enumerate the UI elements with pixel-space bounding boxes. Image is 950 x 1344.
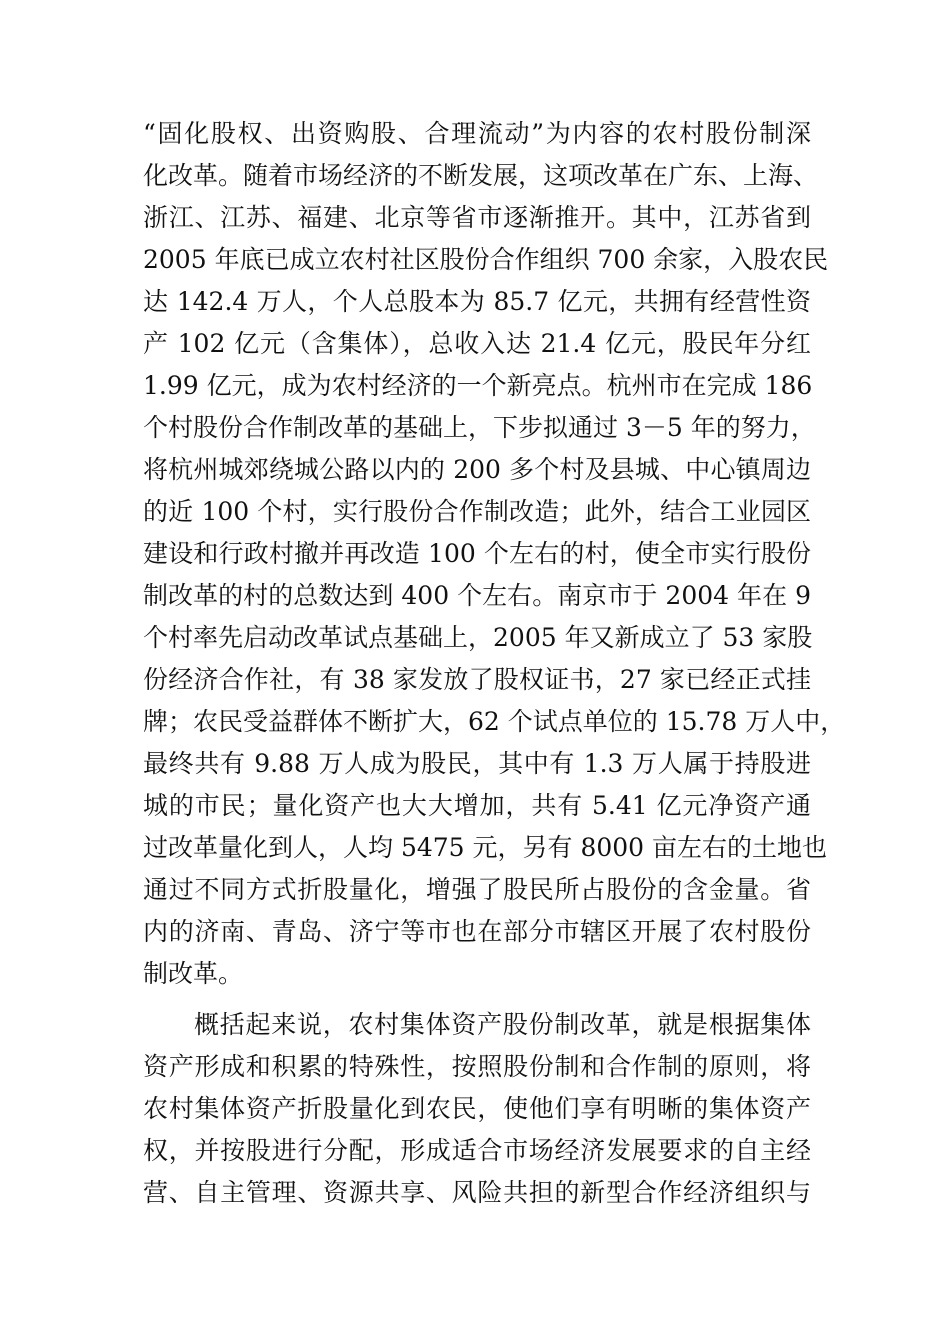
text-line: 资产形成和积累的特殊性，按照股份制和合作制的原则，将 (143, 1052, 811, 1081)
text-line: 通过不同方式折股量化，增强了股民所占股份的含金量。省 (143, 875, 811, 904)
text-line: 1.99 亿元，成为农村经济的一个新亮点。杭州市在完成 186 (143, 371, 813, 400)
text-line: 最终共有 9.88 万人成为股民，其中有 1.3 万人属于持股进 (143, 749, 811, 778)
text-line: 概括起来说，农村集体资产股份制改革，就是根据集体 (194, 1010, 811, 1039)
text-line: 的近 100 个村，实行股份合作制改造；此外，结合工业园区 (143, 497, 811, 526)
text-line: 牌；农民受益群体不断扩大，62 个试点单位的 15.78 万人中， (143, 707, 846, 736)
text-line: 内的济南、青岛、济宁等市也在部分市辖区开展了农村股份 (143, 917, 811, 946)
text-line: 份经济合作社，有 38 家发放了股权证书，27 家已经正式挂 (143, 665, 811, 694)
text-line: “固化股权、出资购股、合理流动”为内容的农村股份制深 (143, 119, 811, 148)
text-line: 将杭州城郊绕城公路以内的 200 多个村及县城、中心镇周边 (143, 455, 811, 484)
text-line: 化改革。随着市场经济的不断发展，这项改革在广东、上海、 (143, 161, 819, 190)
text-line: 2005 年底已成立农村社区股份合作组织 700 余家，入股农民 (143, 245, 829, 274)
text-line: 个村股份合作制改革的基础上，下步拟通过 3－5 年的努力， (143, 413, 816, 442)
text-line: 产 102 亿元（含集体），总收入达 21.4 亿元，股民年分红 (143, 329, 811, 358)
text-line: 营、自主管理、资源共享、风险共担的新型合作经济组织与 (143, 1178, 811, 1207)
text-line: 制改革的村的总数达到 400 个左右。南京市于 2004 年在 9 (143, 581, 811, 610)
text-line: 建设和行政村撤并再改造 100 个左右的村，使全市实行股份 (143, 539, 811, 568)
text-line: 浙江、江苏、福建、北京等省市逐渐推开。其中，江苏省到 (143, 203, 811, 232)
text-line: 过改革量化到人，人均 5475 元，另有 8000 亩左右的土地也 (143, 833, 828, 862)
text-line: 达 142.4 万人，个人总股本为 85.7 亿元，共拥有经营性资 (143, 287, 811, 316)
text-line: 城的市民；量化资产也大大增加，共有 5.41 亿元净资产通 (143, 791, 811, 820)
text-line: 个村率先启动改革试点基础上，2005 年又新成立了 53 家股 (143, 623, 813, 652)
text-line: 制改革。 (143, 959, 244, 988)
text-line: 农村集体资产折股量化到农民，使他们享有明晰的集体资产 (143, 1094, 811, 1123)
text-line: 权，并按股进行分配，形成适合市场经济发展要求的自主经 (143, 1136, 811, 1165)
